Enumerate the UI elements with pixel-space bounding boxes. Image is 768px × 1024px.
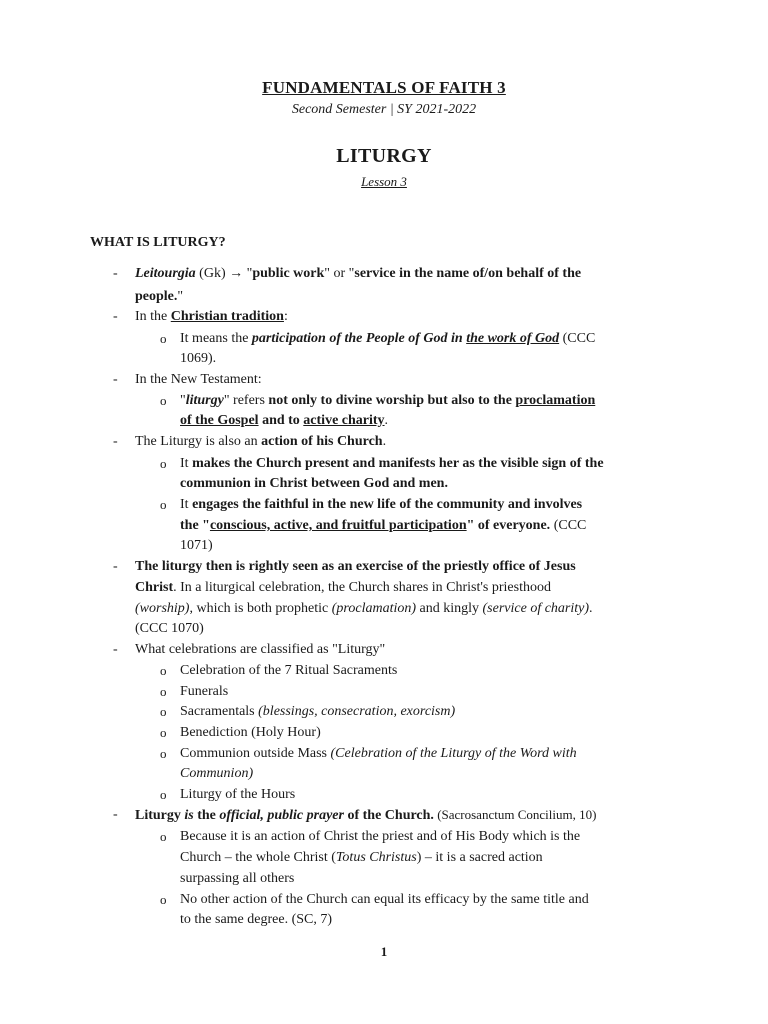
- tradition-subpoint: It means the participation of the People of God in the work of God (CCC: [180, 331, 596, 346]
- bullet-marker: o: [160, 456, 167, 471]
- dash-marker: -: [113, 559, 118, 574]
- priestly-office-line-cont: (worship), which is both prophetic (proclamation) and kingly (service of charity).: [135, 601, 593, 616]
- course-title: FUNDAMENTALS OF FAITH 3: [262, 78, 506, 97]
- definition-line-cont: people.": [135, 289, 184, 304]
- bullet-marker: o: [160, 892, 167, 907]
- dash-marker: -: [113, 266, 118, 281]
- tradition-subpoint-cont: 1069).: [180, 351, 217, 366]
- definition-line: Leitourgia (Gk) → "public work" or "service in the name of/on behalf of the: [135, 266, 582, 281]
- celebrations-line: What celebrations are classified as "Liturgy": [135, 642, 386, 657]
- bullet-marker: o: [160, 663, 167, 678]
- official-prayer-subpoint-cont: Church – the whole Christ (Totus Christus) – it is a sacred action: [180, 850, 543, 865]
- priestly-office-citation: (CCC 1070): [135, 621, 204, 636]
- dash-marker: -: [113, 434, 118, 449]
- list-item: Sacramentals (blessings, consecration, exorcism): [180, 704, 456, 719]
- list-item: Funerals: [180, 684, 229, 699]
- list-item-cont: Communion): [180, 766, 254, 781]
- page-number: 1: [380, 944, 388, 959]
- bullet-marker: o: [160, 746, 167, 761]
- efficacy-subpoint-cont: to the same degree. (SC, 7): [180, 912, 333, 927]
- bullet-marker: o: [160, 684, 167, 699]
- bullet-marker: o: [160, 331, 167, 346]
- priestly-office-line: The liturgy then is rightly seen as an exercise of the priestly office of Jesus: [135, 559, 576, 574]
- list-item: Benediction (Holy Hour): [180, 725, 321, 740]
- official-prayer-line: Liturgy is the official, public prayer of the Church. (Sacrosanctum Concilium, 10): [135, 807, 597, 823]
- dash-marker: -: [113, 807, 118, 822]
- church-action-subpoint-cont: communion in Christ between God and men.: [180, 476, 448, 491]
- church-action-line: The Liturgy is also an action of his Church.: [135, 434, 387, 449]
- new-testament-line: In the New Testament:: [135, 372, 262, 387]
- bullet-marker: o: [160, 725, 167, 740]
- participation-citation: 1071): [180, 538, 213, 553]
- dash-marker: -: [113, 372, 118, 387]
- bullet-marker: o: [160, 787, 167, 802]
- section-heading: WHAT IS LITURGY?: [90, 235, 226, 250]
- bullet-marker: o: [160, 497, 167, 512]
- lesson-label: Lesson 3: [361, 174, 407, 189]
- list-item: Celebration of the 7 Ritual Sacraments: [180, 663, 398, 678]
- topic-title: LITURGY: [336, 145, 432, 167]
- bullet-marker: o: [160, 704, 167, 719]
- list-item: Communion outside Mass (Celebration of the Liturgy of the Word with: [180, 746, 577, 761]
- efficacy-subpoint: No other action of the Church can equal its efficacy by the same title and: [180, 892, 589, 907]
- church-action-subpoint: It makes the Church present and manifests her as the visible sign of the: [180, 456, 604, 471]
- bullet-marker: o: [160, 829, 167, 844]
- official-prayer-subpoint: Because it is an action of Christ the priest and of His Body which is the: [180, 829, 581, 844]
- participation-subpoint: It engages the faithful in the new life of the community and involves: [180, 497, 583, 512]
- bullet-marker: o: [160, 393, 167, 408]
- dash-marker: -: [113, 309, 118, 324]
- semester-line: Second Semester | SY 2021-2022: [291, 102, 477, 117]
- list-item: Liturgy of the Hours: [180, 787, 296, 802]
- new-testament-subpoint-cont: of the Gospel and to active charity.: [180, 413, 389, 428]
- tradition-line: In the Christian tradition:: [135, 309, 288, 324]
- official-prayer-subpoint-cont: surpassing all others: [180, 871, 295, 886]
- priestly-office-line-cont: Christ. In a liturgical celebration, the Church shares in Christ's priesthood: [135, 580, 551, 595]
- dash-marker: -: [113, 642, 118, 657]
- participation-subpoint-cont: the "conscious, active, and fruitful participation" of everyone. (CCC: [180, 518, 587, 533]
- new-testament-subpoint: "liturgy" refers not only to divine worship but also to the proclamation: [180, 393, 596, 408]
